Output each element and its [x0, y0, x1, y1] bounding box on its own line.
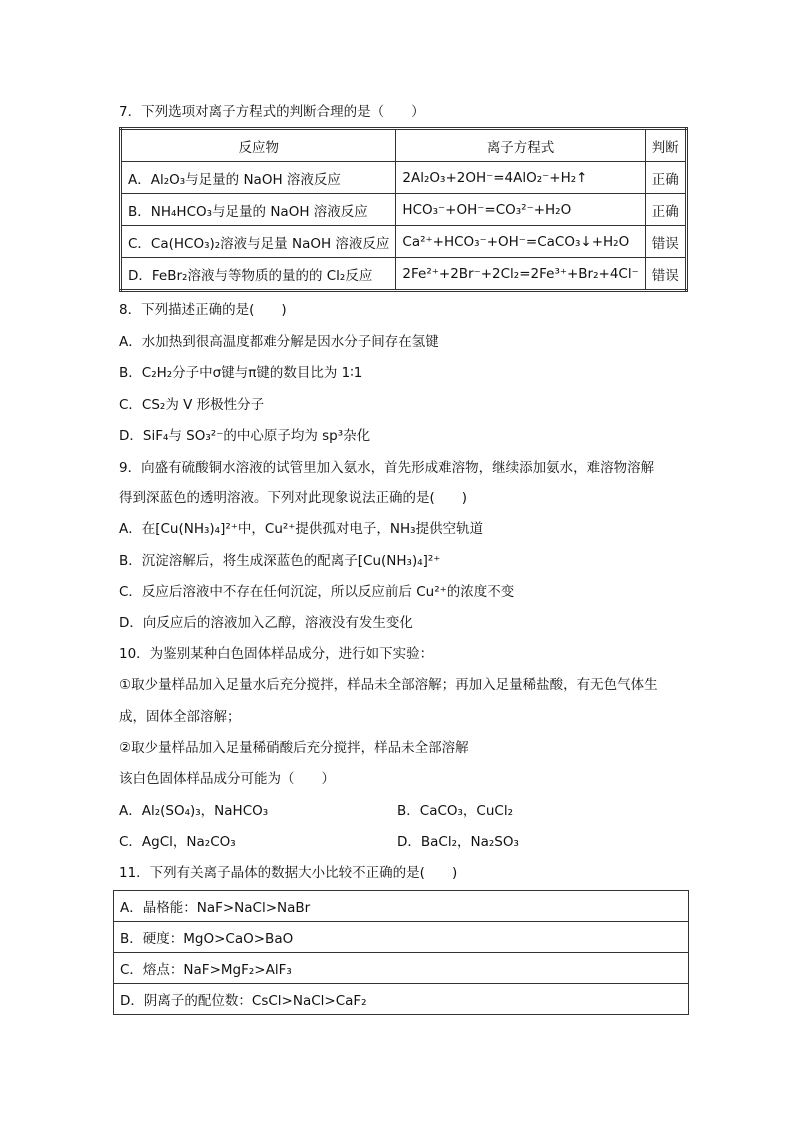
q11-options-table	[113, 890, 689, 1015]
q9-option-b: B．沉淀溶解后，将生成深蓝色的配离子[Cu(NH₃)₄]²⁺	[119, 553, 441, 569]
equation-cell: HCO₃⁻+OH⁻=CO₃²⁻+H₂O	[396, 194, 645, 226]
table-row	[121, 162, 687, 194]
reactant-cell: B．NH₄HCO₃与足量的 NaOH 溶液反应	[121, 194, 396, 226]
q7-stem: 7．下列选项对离子方程式的判断合理的是（ ）	[119, 104, 425, 120]
judgement-cell: 错误	[645, 258, 686, 291]
q9-stem-line1: 9．向盛有硫酸铜水溶液的试管里加入氨水，首先形成难溶物，继续添加氨水，难溶物溶解	[119, 460, 655, 476]
table-header-row	[121, 129, 687, 162]
q9-option-c: C．反应后溶液中不存在任何沉淀，所以反应前后 Cu²⁺的浓度不变	[119, 584, 515, 600]
q10-option-b: B．CaCO₃，CuCl₂	[397, 803, 513, 819]
table-row	[114, 922, 689, 953]
q11-option-b: B．硬度：MgO>CaO>BaO	[114, 922, 689, 953]
table-row	[121, 194, 687, 226]
q10-step2: ②取少量样品加入足量稀硝酸后充分搅拌，样品未全部溶解	[119, 740, 469, 756]
q10-step1-line1: ①取少量样品加入足量水后充分搅拌，样品未全部溶解；再加入足量稀盐酸，有无色气体生	[119, 677, 658, 693]
header-equation: 离子方程式	[396, 129, 645, 162]
q9-stem-line2: 得到深蓝色的透明溶液。下列对此现象说法正确的是( )	[119, 490, 468, 506]
header-judgement: 判断	[645, 129, 686, 162]
table-row	[114, 891, 689, 922]
q10-option-c: C．AgCl，Na₂CO₃	[119, 834, 236, 850]
judgement-cell: 错误	[645, 226, 686, 258]
table-row	[114, 953, 689, 984]
equation-cell: 2Al₂O₃+2OH⁻=4AlO₂⁻+H₂↑	[396, 162, 645, 194]
q10-question: 该白色固体样品成分可能为（ ）	[119, 771, 335, 787]
equation-cell: Ca²⁺+HCO₃⁻+OH⁻=CaCO₃↓+H₂O	[396, 226, 645, 258]
q8-option-d: D．SiF₄与 SO₃²⁻的中心原子均为 sp³杂化	[119, 428, 371, 444]
equation-cell: 2Fe²⁺+2Br⁻+2Cl₂=2Fe³⁺+Br₂+4Cl⁻	[396, 258, 645, 291]
q8-option-a: A．水加热到很高温度都难分解是因水分子间存在氢键	[119, 334, 439, 350]
judgement-cell: 正确	[645, 162, 686, 194]
q10-option-a: A．Al₂(SO₄)₃，NaHCO₃	[119, 803, 269, 819]
header-reactant: 反应物	[121, 129, 396, 162]
table-row	[121, 226, 687, 258]
q8-stem: 8．下列描述正确的是( )	[119, 302, 287, 318]
q8-option-b: B．C₂H₂分子中σ键与π键的数目比为 1∶1	[119, 365, 363, 381]
q11-option-d: D．阴离子的配位数：CsCl>NaCl>CaF₂	[114, 984, 689, 1015]
q10-step1-line2: 成，固体全部溶解；	[119, 709, 241, 725]
reactant-cell: D．FeBr₂溶液与等物质的量的的 Cl₂反应	[121, 258, 396, 291]
q9-option-a: A．在[Cu(NH₃)₄]²⁺中，Cu²⁺提供孤对电子，NH₃提供空轨道	[119, 521, 484, 537]
q9-option-d: D．向反应后的溶液加入乙醇，溶液没有发生变化	[119, 615, 413, 631]
q8-option-c: C．CS₂为 V 形极性分子	[119, 397, 265, 413]
q11-option-c: C．熔点：NaF>MgF₂>AlF₃	[114, 953, 689, 984]
q7-table	[119, 127, 688, 292]
table-row	[114, 984, 689, 1015]
judgement-cell: 正确	[645, 194, 686, 226]
q10-stem: 10．为鉴别某种白色固体样品成分，进行如下实验：	[119, 646, 434, 662]
reactant-cell: A．Al₂O₃与足量的 NaOH 溶液反应	[121, 162, 396, 194]
q11-stem: 11．下列有关离子晶体的数据大小比较不正确的是( )	[119, 865, 458, 881]
reactant-cell: C．Ca(HCO₃)₂溶液与足量 NaOH 溶液反应	[121, 226, 396, 258]
table-row	[121, 258, 687, 291]
q10-option-d: D．BaCl₂，Na₂SO₃	[397, 834, 519, 850]
q11-option-a: A．晶格能：NaF>NaCl>NaBr	[114, 891, 689, 922]
